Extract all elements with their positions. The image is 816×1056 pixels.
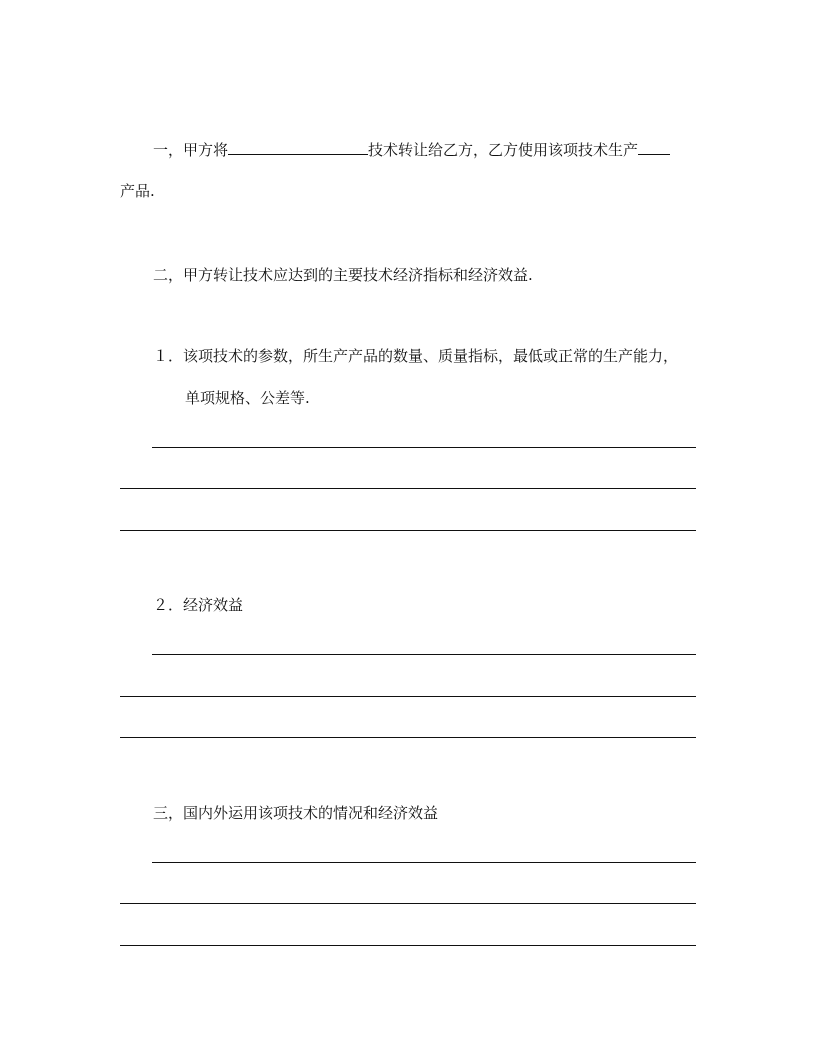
item-2-label: ２．经济效益 <box>153 596 244 614</box>
item-2-answer-line-2[interactable] <box>120 696 696 697</box>
product-name-blank[interactable] <box>638 139 670 155</box>
item-1-answer-line-2[interactable] <box>120 488 696 489</box>
section-1-line-2: 产品. <box>120 182 155 200</box>
section-1-middle: 技术转让给乙方，乙方使用该项技术生产 <box>368 141 639 159</box>
section-3-answer-line-3[interactable] <box>120 945 696 946</box>
section-3-answer-line-1[interactable] <box>152 862 696 863</box>
item-2-answer-line-1[interactable] <box>152 654 696 655</box>
item-1-line-1: １．该项技术的参数，所生产产品的数量、质量指标，最低或正常的生产能力， <box>153 347 679 365</box>
section-1-line-1 <box>153 139 670 160</box>
item-1-answer-line-1[interactable] <box>152 447 696 448</box>
item-2-answer-line-3[interactable] <box>120 737 696 738</box>
section-1-prefix: 一，甲方将 <box>153 141 229 159</box>
technology-name-blank[interactable] <box>228 139 368 155</box>
section-3-heading: 三，国内外运用该项技术的情况和经济效益 <box>153 804 439 822</box>
item-1-line-2: 单项规格、公差等. <box>185 389 310 407</box>
section-3-answer-line-2[interactable] <box>120 903 696 904</box>
section-2-heading: 二，甲方转让技术应达到的主要技术经济指标和经济效益. <box>153 266 533 284</box>
item-1-answer-line-3[interactable] <box>120 530 696 531</box>
